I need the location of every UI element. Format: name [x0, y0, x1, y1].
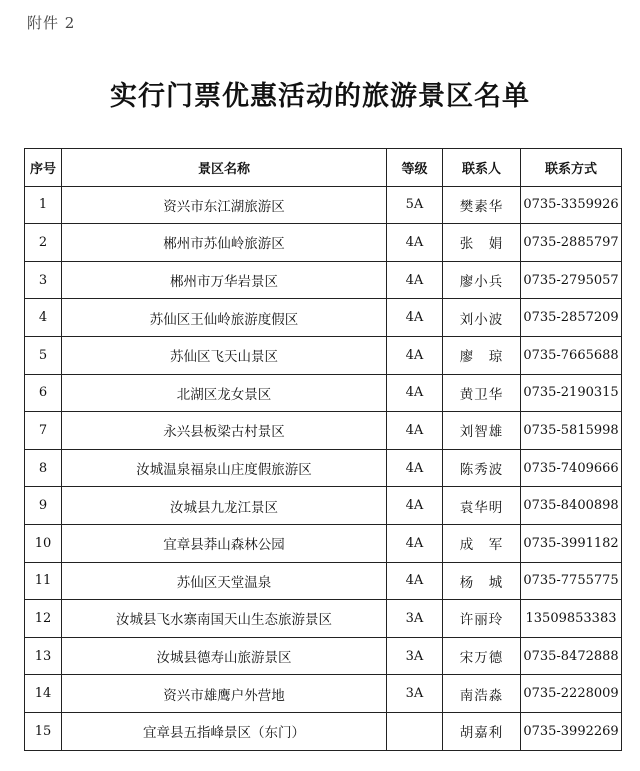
scenic-area-name-cell: 汝城县九龙江景区 — [62, 487, 387, 525]
row-index-cell: 3 — [25, 261, 62, 299]
table-row — [25, 299, 622, 337]
table-row — [25, 600, 622, 638]
row-index-cell: 10 — [25, 524, 62, 562]
scenic-area-name-cell: 资兴市雄鹰户外营地 — [62, 675, 387, 713]
scenic-area-name-cell: 汝城县飞水寨南国天山生态旅游景区 — [62, 600, 387, 638]
scenic-area-name-cell: 汝城温泉福泉山庄度假旅游区 — [62, 449, 387, 487]
row-index-cell: 6 — [25, 374, 62, 412]
contact-phone-cell: 0735-2885797 — [521, 224, 622, 262]
contact-phone-cell: 0735-2190315 — [521, 374, 622, 412]
grade-cell: 4A — [387, 487, 443, 525]
contact-person-cell: 胡嘉利 — [443, 712, 521, 750]
attachment-label: 附件 2 — [27, 14, 76, 32]
table-row — [25, 712, 622, 750]
row-index-cell: 14 — [25, 675, 62, 713]
contact-person-cell: 廖 琼 — [443, 336, 521, 374]
grade-cell: 4A — [387, 562, 443, 600]
table-row — [25, 637, 622, 675]
contact-person-cell: 廖小兵 — [443, 261, 521, 299]
contact-person-cell: 南浩淼 — [443, 675, 521, 713]
scenic-area-name-cell: 郴州市万华岩景区 — [62, 261, 387, 299]
contact-phone-cell: 0735-8400898 — [521, 487, 622, 525]
scenic-area-name-cell: 永兴县板梁古村景区 — [62, 412, 387, 450]
contact-person-cell: 张 娟 — [443, 224, 521, 262]
contact-person-cell: 黄卫华 — [443, 374, 521, 412]
column-header-index: 序号 — [25, 149, 62, 187]
row-index-cell: 9 — [25, 487, 62, 525]
table-row — [25, 186, 622, 224]
grade-cell: 4A — [387, 524, 443, 562]
table-header-row — [25, 149, 622, 187]
grade-cell: 4A — [387, 224, 443, 262]
grade-cell: 3A — [387, 675, 443, 713]
contact-person-cell: 陈秀波 — [443, 449, 521, 487]
row-index-cell: 7 — [25, 412, 62, 450]
grade-cell: 5A — [387, 186, 443, 224]
contact-person-cell: 樊素华 — [443, 186, 521, 224]
scenic-area-name-cell: 郴州市苏仙岭旅游区 — [62, 224, 387, 262]
row-index-cell: 12 — [25, 600, 62, 638]
contact-person-cell: 袁华明 — [443, 487, 521, 525]
table-row — [25, 224, 622, 262]
contact-person-cell: 刘小波 — [443, 299, 521, 337]
scenic-area-name-cell: 资兴市东江湖旅游区 — [62, 186, 387, 224]
column-header-name: 景区名称 — [62, 149, 387, 187]
grade-cell: 4A — [387, 412, 443, 450]
scenic-area-name-cell: 苏仙区天堂温泉 — [62, 562, 387, 600]
contact-phone-cell: 0735-3359926 — [521, 186, 622, 224]
contact-phone-cell: 0735-3992269 — [521, 712, 622, 750]
contact-phone-cell: 13509853383 — [521, 600, 622, 638]
contact-phone-cell: 0735-8472888 — [521, 637, 622, 675]
grade-cell: 4A — [387, 449, 443, 487]
scenic-area-name-cell: 宜章县莽山森林公园 — [62, 524, 387, 562]
contact-phone-cell: 0735-7409666 — [521, 449, 622, 487]
grade-cell: 4A — [387, 336, 443, 374]
contact-phone-cell: 0735-2795057 — [521, 261, 622, 299]
grade-cell: 3A — [387, 600, 443, 638]
contact-person-cell: 杨 城 — [443, 562, 521, 600]
page-title: 实行门票优惠活动的旅游景区名单 — [110, 81, 530, 112]
grade-cell — [387, 712, 443, 750]
row-index-cell: 1 — [25, 186, 62, 224]
scenic-area-name-cell: 汝城县德寿山旅游景区 — [62, 637, 387, 675]
table-row — [25, 336, 622, 374]
contact-person-cell: 成 军 — [443, 524, 521, 562]
contact-phone-cell: 0735-7665688 — [521, 336, 622, 374]
table-row — [25, 524, 622, 562]
table-row — [25, 261, 622, 299]
table-row — [25, 412, 622, 450]
scenic-area-name-cell: 苏仙区王仙岭旅游度假区 — [62, 299, 387, 337]
row-index-cell: 4 — [25, 299, 62, 337]
contact-phone-cell: 0735-2228009 — [521, 675, 622, 713]
scenic-area-name-cell: 苏仙区飞天山景区 — [62, 336, 387, 374]
grade-cell: 4A — [387, 261, 443, 299]
row-index-cell: 11 — [25, 562, 62, 600]
row-index-cell: 5 — [25, 336, 62, 374]
table-row — [25, 562, 622, 600]
grade-cell: 3A — [387, 637, 443, 675]
scenic-area-name-cell: 北湖区龙女景区 — [62, 374, 387, 412]
scenic-area-table — [24, 148, 622, 751]
row-index-cell: 15 — [25, 712, 62, 750]
column-header-grade: 等级 — [387, 149, 443, 187]
column-header-contact: 联系人 — [443, 149, 521, 187]
contact-person-cell: 宋万德 — [443, 637, 521, 675]
row-index-cell: 8 — [25, 449, 62, 487]
row-index-cell: 13 — [25, 637, 62, 675]
scenic-area-name-cell: 宜章县五指峰景区（东门） — [62, 712, 387, 750]
contact-phone-cell: 0735-7755775 — [521, 562, 622, 600]
contact-person-cell: 刘智雄 — [443, 412, 521, 450]
contact-phone-cell: 0735-2857209 — [521, 299, 622, 337]
contact-phone-cell: 0735-5815998 — [521, 412, 622, 450]
contact-person-cell: 许丽玲 — [443, 600, 521, 638]
table-row — [25, 487, 622, 525]
table-row — [25, 374, 622, 412]
grade-cell: 4A — [387, 299, 443, 337]
contact-phone-cell: 0735-3991182 — [521, 524, 622, 562]
table-row — [25, 449, 622, 487]
grade-cell: 4A — [387, 374, 443, 412]
column-header-phone: 联系方式 — [521, 149, 622, 187]
row-index-cell: 2 — [25, 224, 62, 262]
table-row — [25, 675, 622, 713]
